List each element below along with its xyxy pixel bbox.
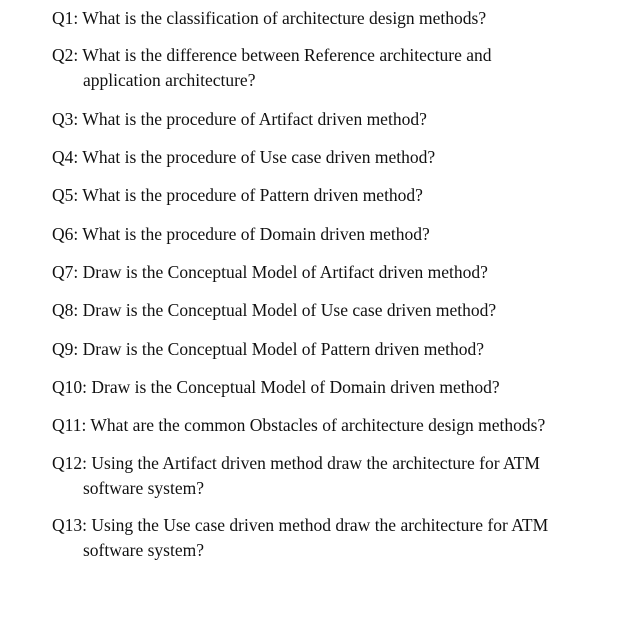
question-9	[52, 337, 612, 362]
question-text-continued: application architecture?	[83, 70, 256, 90]
question-2	[52, 43, 612, 93]
question-text: Q3: What is the procedure of Artifact driven method?	[52, 109, 427, 129]
question-10	[52, 375, 612, 400]
question-5	[52, 183, 612, 208]
question-text: Q2: What is the difference between Reference architecture and	[52, 45, 492, 65]
question-1	[52, 6, 612, 31]
question-text: Q7: Draw is the Conceptual Model of Artifact driven method?	[52, 262, 488, 282]
question-text: Q13: Using the Use case driven method draw the architecture for ATM	[52, 515, 549, 535]
question-text: Q9: Draw is the Conceptual Model of Pattern driven method?	[52, 339, 485, 359]
question-3	[52, 107, 612, 132]
question-text: Q12: Using the Artifact driven method draw the architecture for ATM	[52, 453, 540, 473]
question-text: Q8: Draw is the Conceptual Model of Use case driven method?	[52, 300, 497, 320]
question-text: Q10: Draw is the Conceptual Model of Domain driven method?	[52, 377, 500, 397]
question-12	[52, 451, 612, 501]
question-text: Q1: What is the classification of architecture design methods?	[52, 8, 487, 28]
question-text: Q11: What are the common Obstacles of architecture design methods?	[52, 415, 546, 435]
question-6	[52, 222, 612, 247]
question-11	[52, 413, 612, 438]
question-text: Q4: What is the procedure of Use case driven method?	[52, 147, 436, 167]
question-text-continued: software system?	[83, 540, 205, 560]
question-4	[52, 145, 612, 170]
question-text-continued: software system?	[83, 478, 205, 498]
question-text: Q5: What is the procedure of Pattern driven method?	[52, 185, 423, 205]
question-8	[52, 298, 612, 323]
question-text: Q6: What is the procedure of Domain driven method?	[52, 224, 430, 244]
question-7	[52, 260, 612, 285]
question-13	[52, 513, 612, 563]
